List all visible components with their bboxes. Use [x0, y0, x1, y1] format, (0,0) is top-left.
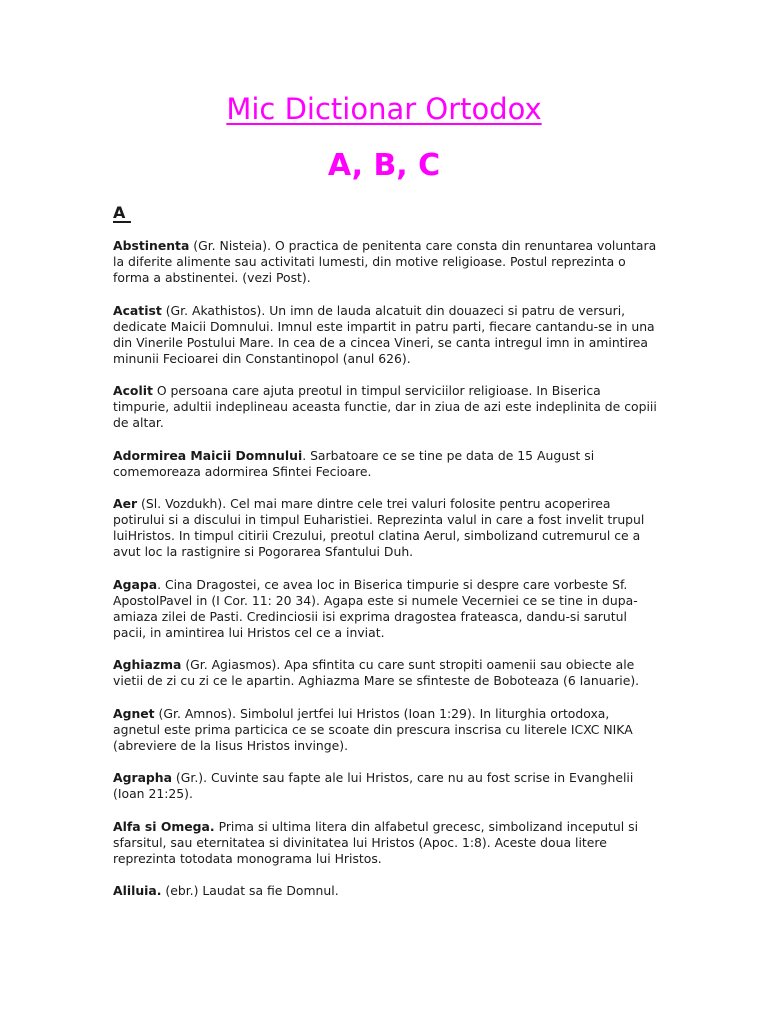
entry-term: Agrapha: [113, 770, 172, 785]
document-title: Mic Dictionar Ortodox: [226, 92, 542, 126]
entry-definition: (Sl. Vozdukh). Cel mai mare dintre cele trei valuri folosite pentru acoperirea potirului si a discului in timpul Euharistiei. Reprezinta valul in care a fost invelit trupul luiHristos. In timpul citirii Crezului, preotul clatina Aerul, simbolizand cutremurul ce a avut loc la rastignire si Pogorarea Sfantului Duh.: [113, 496, 645, 559]
entry-term: Acolit: [113, 383, 153, 398]
dictionary-entry: [113, 819, 658, 867]
entry-term: Agnet: [113, 705, 155, 721]
dictionary-entry: [113, 448, 658, 480]
entry-definition: . Cina Dragostei, ce avea loc in Biserica timpurie si despre care vorbeste Sf. ApostolPavel in (I Cor. 11: 20 34). Agapa este si numele Vecerniei ce se tine in dupa-amiaza zilei de Pasti. Credinciosii isi exprima dragostea frateasca, dandu-si sarutul pacii, in amintirea lui Hristos cel ce a inviat.: [113, 576, 638, 640]
dictionary-entry: [113, 657, 658, 689]
entry-term: Aliluia.: [113, 883, 162, 898]
entry-term: Adormirea Maicii Domnului: [113, 447, 303, 463]
entry-term: Acatist: [113, 302, 162, 318]
entry-term: Abstinenta: [113, 238, 190, 253]
document-subtitle: A, B, C: [327, 148, 441, 183]
entry-term: Alfa si Omega.: [113, 818, 215, 834]
entry-definition: (Gr. Akathistos). Un imn de lauda alcatuit din douazeci si patru de versuri, dedicate Maicii Domnului. Imnul este impartit in patru parti, fiecare cantandu-se in una din Vinerile Postului Mare. In cea de a cincea Vineri, se canta intregul imn in amintirea minunii Fecioarei din Constantinopol (anul 626).: [113, 302, 655, 366]
dictionary-entry: [113, 496, 658, 560]
entry-term: Aghiazma: [113, 657, 182, 672]
entry-definition: (Gr. Agiasmos). Apa sfintita cu care sunt stropiti oamenii sau obiecte ale vietii de zi cu zi ce le apartin. Aghiazma Mare se sfinteste de Boboteaza (6 Ianuarie).: [113, 657, 640, 688]
dictionary-entry: [113, 770, 658, 802]
dictionary-entry: [113, 577, 658, 641]
entry-definition: (ebr.) Laudat sa fie Domnul.: [161, 883, 339, 898]
entry-definition: (Gr.). Cuvinte sau fapte ale lui Hristos, care nu au fost scrise in Evanghelii (Ioan 21:25).: [113, 770, 634, 801]
section-letter-heading: A: [113, 203, 131, 222]
dictionary-entries: [113, 238, 658, 916]
entry-definition: Prima si ultima litera din alfabetul grecesc, simbolizand inceputul si sfarsitul, sau eternitatea si divinitatea lui Hristos (Apoc. 1:8). Aceste doua litere reprezinta totodata monograma lui Hristos.: [113, 818, 639, 866]
entry-definition: (Gr. Amnos). Simbolul jertfei lui Hristos (Ioan 1:29). In liturghia ortodoxa, agnetul este prima particica ce se scoate din prescura inscrisa cu literele ICXC NIKA (abreviere de la Iisus Hristos invinge).: [113, 705, 633, 753]
entry-term: Aer: [113, 496, 138, 511]
entry-term: Agapa: [113, 576, 158, 592]
dictionary-entry: [113, 706, 658, 754]
entry-definition: (Gr. Nisteia). O practica de penitenta care consta din renuntarea voluntara la diferite alimente sau activitati lumesti, din motive religioase. Postul reprezinta o forma a abstinentei. (vezi Post).: [113, 238, 657, 285]
dictionary-entry: [113, 303, 658, 367]
dictionary-entry: [113, 883, 658, 899]
dictionary-entry: [113, 238, 658, 286]
entry-definition: . Sarbatoare ce se tine pe data de 15 August si comemoreaza adormirea Sfintei Fecioare.: [113, 447, 595, 479]
entry-definition: O persoana care ajuta preotul in timpul serviciilor religioase. In Biserica timpurie, adultii indeplineau aceasta functie, dar in ziua de azi este indeplinita de copiii de altar.: [113, 383, 657, 430]
dictionary-entry: [113, 383, 658, 431]
